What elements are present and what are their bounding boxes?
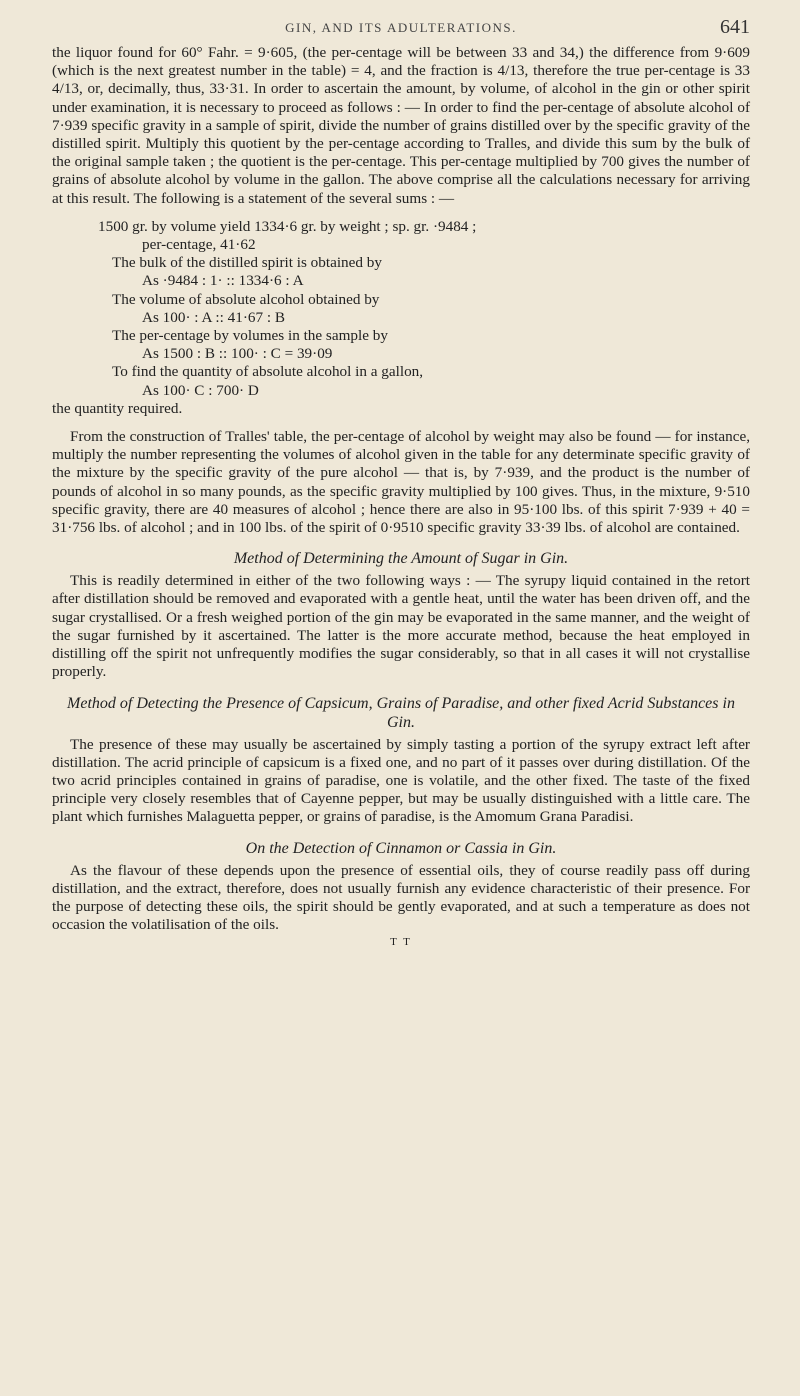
paragraph-sugar: This is readily determined in either of the two following ways : — The syrupy liquid contained in the retort after distillation should be removed and evaporated with a gentle heat, until the water has been driven off, and the sugar crystallised. Or a fresh weighed portion of the gin may be evaporated in the same manner, and the weight of the sugar furnished by it ascertained. The latter is the more accurate method, because the heat employed in distilling off the spirit not unfrequently modifies the sugar considerably, so that in all cases it will not crystallise properly.	[52, 572, 750, 681]
calc-line: per-centage, 41·62	[142, 236, 256, 254]
calc-line: To find the quantity of absolute alcohol in a gallon,	[112, 363, 424, 381]
signature-mark: T T	[390, 936, 412, 949]
calc-line: As ·9484 : 1· :: 1334·6 : A	[142, 272, 304, 290]
calc-line: As 1500 : B :: 100· : C = 39·09	[142, 345, 333, 363]
section-heading-sugar: Method of Determining the Amount of Sugar in Gin.	[233, 550, 569, 568]
calc-line: 1500 gr. by volume yield 1334·6 gr. by weight ; sp. gr. ·9484 ;	[98, 217, 477, 235]
calc-line: As 100· : A :: 41·67 : B	[142, 308, 286, 326]
section-heading-cinnamon: On the Detection of Cinnamon or Cassia in Gin.	[245, 839, 557, 857]
calc-line: the quantity required.	[52, 399, 183, 417]
calculation-block	[52, 218, 750, 418]
calc-line: As 100· C : 700· D	[142, 381, 259, 399]
page-number: 641	[720, 16, 750, 38]
calc-line: The per-centage by volumes in the sample by	[112, 327, 388, 345]
paragraph-cinnamon: As the flavour of these depends upon the presence of essential oils, they of course readily pass off during distillation, and the extract, therefore, does not usually furnish any evidence characteristic of their presence. For the purpose of detecting these oils, the spirit should be gently evaporated, and at such a temperature as does not occasion the volatilisation of the oils.	[52, 861, 750, 934]
paragraph-weight-percentage: From the construction of Tralles' table, the per-centage of alcohol by weight may also be found — for instance, multiply the number representing the volumes of alcohol given in the table for any determinate specific gravity of the mixture by the specific gravity of the pure alcohol — that is, by 7·939, and the product is the number of pounds of alcohol in so many pounds, as the specific gravity multiplied by 100 gives. Thus, in the mixture, 9·510 specific gravity, there are 40 measures of alcohol ; hence there are also in 95·100 lbs. of this spirit 7·939 + 40 = 31·756 lbs. of alcohol ; and in 100 lbs. of the spirit of 0·9510 specific gravity 33·39 lbs. of alcohol are contained.	[52, 428, 750, 537]
page-header	[52, 14, 750, 44]
calc-line: The bulk of the distilled spirit is obtained by	[112, 254, 382, 272]
running-head: GIN, AND ITS ADULTERATIONS.	[285, 20, 517, 35]
calc-line: The volume of absolute alcohol obtained by	[112, 290, 380, 308]
paragraph-tralles-calculation: the liquor found for 60° Fahr. = 9·605, (the per-centage will be between 33 and 34,) the difference from 9·609 (which is the next greatest number in the table) = 4, and the fraction is 4/13, therefore the true per-centage is 33 4/13, or, decimally, thus, 33·31. In order to ascertain the amount, by volume, of alcohol in the gin or other spirit under examination, it is necessary to proceed as follows : — In order to find the per-centage of absolute alcohol of 7·939 specific gravity in a sample of spirit, divide the number of grains distilled over by the specific gravity of the distilled spirit. Multiply this quotient by the per-centage according to Tralles, and divide this sum by the bulk of the original sample taken ; the quotient is the per-centage. This per-centage multiplied by 700 gives the number of grains of absolute alcohol by volume in the gallon. The above comprise all the calculations necessary for arriving at this result. The following is a statement of the several sums : —	[52, 44, 750, 207]
paragraph-capsicum: The presence of these may usually be ascertained by simply tasting a portion of the syrupy extract left after distillation. The acrid principle of capsicum is a fixed one, and no part of it passes over during distillation. Of the two acrid principles contained in grains of paradise, one is volatile, and the other fixed. The taste of the fixed principle very closely resembles that of Cayenne pepper, but may be usually distinguished with a little care. The plant which furnishes Malaguetta pepper, or grains of paradise, is the Amomum Grana Paradisi.	[52, 735, 750, 826]
section-heading-capsicum: Method of Detecting the Presence of Capsicum, Grains of Paradise, and other fixed Acrid Substances in Gin.	[67, 694, 735, 731]
